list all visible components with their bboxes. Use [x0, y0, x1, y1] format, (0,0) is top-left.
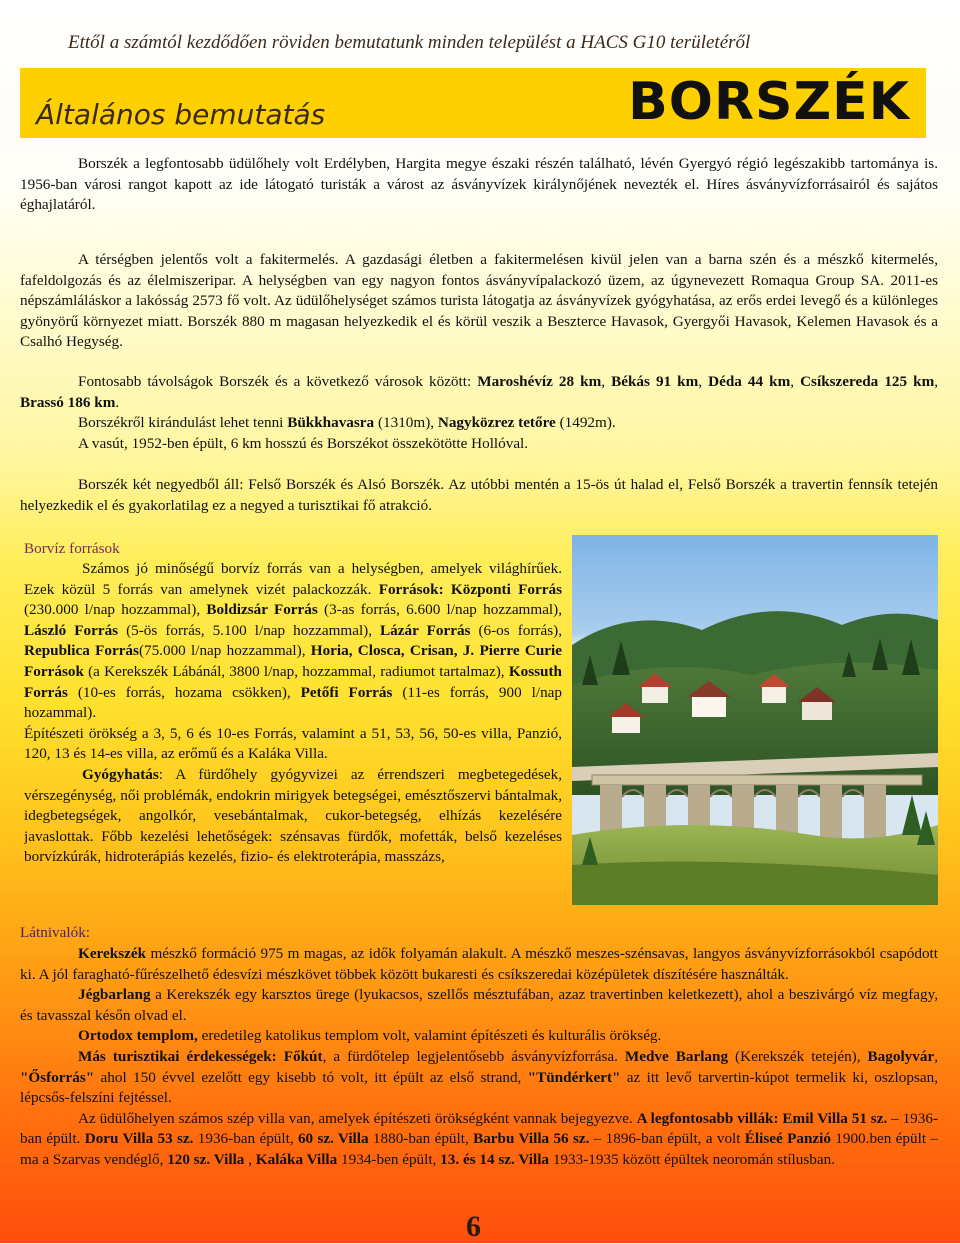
railway-text: A vasút, 1952-ben épült, 6 km hosszú és Borszékot összekötötte Hollóval.: [78, 434, 529, 452]
kalaka-villa: Kaláka Villa: [255, 1150, 338, 1168]
jegbarlang-label: Jégbarlang: [78, 986, 151, 1004]
sep: ,: [601, 373, 612, 390]
barbu-villa: Barbu Villa 56 sz.: [473, 1130, 590, 1148]
sep: ,: [790, 373, 801, 390]
doru-villa: Doru Villa 53 sz.: [84, 1130, 194, 1148]
section-title: Általános bemutatás: [36, 98, 326, 131]
t: – 1936-ban épült.: [20, 1109, 938, 1148]
sep: ,: [934, 373, 939, 390]
distances-block: [20, 372, 938, 454]
villa-13-14: 13. és 14 sz. Villa: [440, 1150, 550, 1168]
dist-maroshéviz: Maroshévíz 28 km: [477, 373, 602, 390]
t: 1936-ban épült,: [193, 1130, 298, 1148]
dist-bekas: Békás 91 km: [611, 373, 699, 390]
t: (75.000 l/nap hozzammal),: [138, 642, 311, 660]
t: 1900.ben épült – ma a Szarvas vendéglő,: [20, 1130, 938, 1168]
economy-paragraph: A térségben jelentős volt a fakitermelés. A gazdasági életben a fakitermelésen kivül jelen van a barna szén és a mészkő kitermelés, fafeldolgozás és az élelmiszeripar. A helységben van egy nagyon fontos ásványvípalackozó üzem, az úgynevezett Romaqua Group SA. 2011-es népszámláláskor a lakósság 2573 fő volt. Az üdülőhelységet számos turista látogatja az ásványvízek gyógyhatása, az erős erdei levegő és a különleges gyönyörű környezet miatt. Borszék 880 m magasan helyezkedik el és körül veszik a Beszterce Havasok, Gyergyői Havasok, Kelemen Havasok és a Csalhó Hegység.: [20, 251, 938, 351]
borviz-intro: Számos jó minőségű borvíz forrás van a helységben, amelyek világhírűek. Ezek közül 5 forrás van amelynek vizét palackozzák.: [24, 560, 562, 598]
page-number: 6: [466, 1210, 481, 1243]
borviz-block: [24, 559, 562, 868]
t: (11-es forrás, 900 l/nap hozammal).: [24, 683, 562, 722]
sep: (1492m).: [555, 414, 616, 432]
t: (10-es forrás, hozama csökken),: [67, 683, 301, 701]
kossuth-forras: Kossuth Forrás: [24, 662, 562, 701]
t: (3-as forrás, 6.600 l/nap hozzammal),: [317, 601, 563, 619]
distances-text: Fontosabb távolságok Borszék és a következő városok között:: [78, 373, 478, 390]
t: ,: [934, 1047, 938, 1065]
gyogyhatas-label: Gyógyhatás: [82, 765, 159, 783]
kozponti-forras: Források: Központi Forrás: [378, 580, 562, 598]
petofi-forras: Petőfi Forrás: [300, 683, 393, 701]
t: – 1896-ban épült, a volt: [589, 1130, 745, 1148]
t: 1933-1935 között épültek neoromán stílusban.: [549, 1150, 835, 1168]
t: (a Kerekszék Lábánál, 3800 l/nap, hozzammal, radiumot tartalmaz),: [83, 662, 509, 680]
t: 1934-ben épült,: [337, 1150, 441, 1168]
lazar-forras: Lázár Forrás: [380, 621, 471, 639]
architecture-text: Építészeti örökség a 3, 5, 6 és 10-es Forrás, valamint a 51, 53, 56, 50-es villa, Panzió, 120, 13 és 14-es villa, az erőmű és a Kaláka Villa.: [24, 724, 562, 763]
bukkhavas: Bükkhavasra: [287, 414, 375, 432]
excursion-text: Borszékről kirándulást lehet tenni: [78, 414, 288, 432]
kerekszek-label: Kerekszék: [78, 945, 147, 962]
t: ahol 150 évvel ezelőtt egy kisebb tó volt, itt épült az első strand,: [94, 1068, 528, 1086]
t: (6-os forrás),: [470, 621, 562, 639]
kerekszek-text: mészkő formáció 975 m magas, az idők folyamán alakult. A mészkő meszes-szénsavas, langyos ásványvízforrásokból csapódott ki. A jól faragható-fűrészelhető édesvízi mészkövet többek között bukaresti és csíkszeredai középületek díszítésére használták.: [20, 945, 938, 983]
viaduct-landscape-image: [572, 535, 938, 905]
ortodox-label: Ortodox templom,: [78, 1027, 198, 1045]
sep: (1310m),: [374, 414, 438, 432]
parts-paragraph: Borszék két negyedből áll: Felső Borszék és Alsó Borszék. Az utóbbi mentén a 15-ös út halad el, Felső Borszék a travertin fennsík tetején helyezkedik el és gyakorlatilag ez a negyed a turisztikai fő atrakció.: [20, 476, 938, 514]
laszlo-forras: László Forrás: [24, 621, 119, 639]
elisee-panzio: Éliseé Panzió: [744, 1130, 831, 1148]
gyogyhatas-text: : A fürdőhely gyógyvizei az érrendszeri megbetegedések, vérszegénység, női problémák, endokrin mirigyek betegségei, emésztőszervi bántalmak, idegbetegségek, angolkór, vesebántalmak, cukor-betegség, elhízás kezelésére javaslottak. Főbb kezelési lehetőségek: szénsavas fürdők, mofetták, belső kezeléses borvízkúrák, hidroterápiás kezelés, fizio- és elektroterápia, masszázs,: [24, 765, 562, 866]
republica-forras: Republica Forrás: [24, 642, 139, 660]
nagykozrez: Nagyközrez tetőre: [437, 414, 556, 432]
horia-forrasok: Horia, Closca, Crisan, J. Pierre Curie Források: [24, 642, 563, 680]
tunderkert: "Tündérkert": [527, 1068, 621, 1086]
ortodox-text: eredetileg katolikus templom volt, valamint építészeti és kulturális örökség.: [197, 1027, 662, 1045]
villa-60: 60 sz. Villa: [297, 1130, 369, 1148]
intro-paragraph: Borszék a legfontosabb üdülőhely volt Erdélyben, Hargita megye északi részén található, lévén Gyergyó régió legészakibb tartománya is. 1956-ban városi rangot kapott az ide látogató turisták a várost az ásványvízek királynőjének nevezték el. Híres ásványvízforrásairól és sajátos éghajlatáról.: [20, 155, 938, 214]
villa-120: 120 sz. Villa: [167, 1150, 245, 1168]
medve-barlang: Medve Barlang: [624, 1047, 729, 1065]
t: (Kerekszék tetején),: [728, 1047, 868, 1065]
emil-villa: A legfontosabb villák: Emil Villa 51 sz.: [636, 1109, 888, 1127]
osforras: "Ősforrás": [20, 1068, 95, 1086]
t: Az üdülőhelyen számos szép villa van, amelyek építészeti örökségként vannak bejegyezve.: [78, 1109, 637, 1127]
borviz-heading: Borvíz források: [24, 540, 120, 557]
boldizsar-forras: Boldizsár Forrás: [206, 601, 318, 619]
latnivalok-heading: Látnivalók:: [20, 924, 91, 941]
sep: .: [115, 393, 120, 411]
bagolyvar: Bagolyvár: [867, 1047, 935, 1065]
dist-csikszereda: Csíkszereda 125 km: [800, 373, 935, 390]
jegbarlang-text: a Kerekszék egy karsztos ürege (lyukacsos, szellős mésztufában, azaz travertinben keletkezett), ahol a beszivárgó víz megfagy, és tavasszal későn olvad el.: [20, 986, 938, 1024]
top-caption: Ettől a számtól kezdődően röviden bemutatunk minden települést a HACS G10 területéről: [68, 32, 751, 53]
town-title: BORSZÉK: [628, 72, 910, 132]
latnivalok-block: [20, 944, 938, 1171]
t: (5-ös forrás, 5.100 l/nap hozzammal),: [118, 621, 381, 639]
dist-deda: Déda 44 km: [708, 373, 791, 390]
t: , a fürdőtelep legjelentősebb ásványvízforrása.: [322, 1047, 625, 1065]
dist-brasso: Brassó 186 km: [20, 393, 116, 411]
t: az itt levő tarvertin-kúpot termelik ki, oszlopsan, lépcsős-felszíni fejtéssel.: [20, 1068, 938, 1107]
t: ,: [244, 1150, 256, 1168]
bridge-photo: [572, 535, 938, 905]
fokut-label: Más turisztikai érdekességek: Főkút: [78, 1047, 323, 1065]
t: (230.000 l/nap hozzammal),: [24, 601, 207, 619]
sep: ,: [698, 373, 709, 390]
t: 1880-ban épült,: [368, 1130, 474, 1148]
